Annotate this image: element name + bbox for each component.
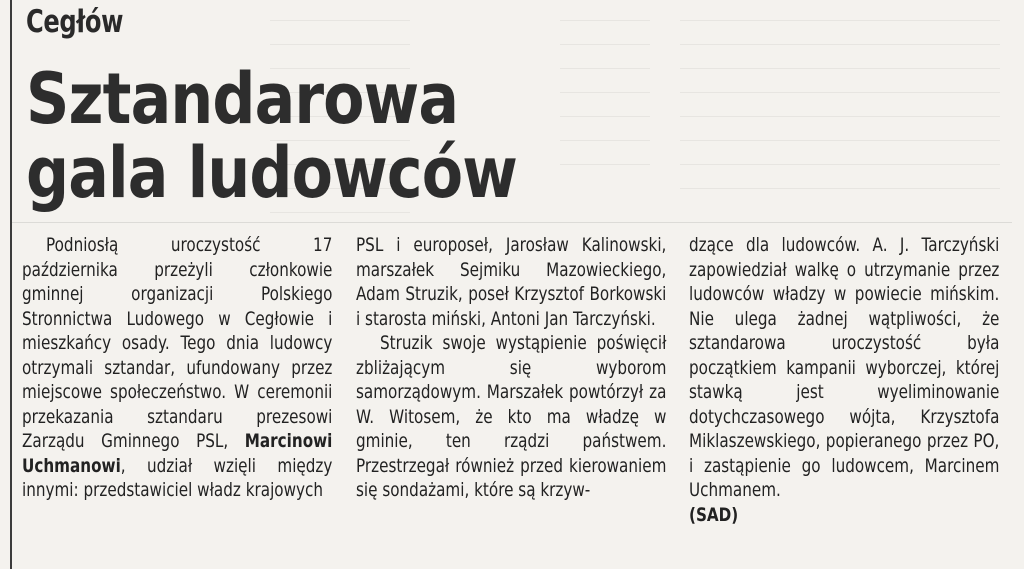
column-rule (10, 0, 12, 569)
headline-line-1: Sztandarowa (26, 58, 459, 140)
article-headline (26, 58, 517, 214)
ghost-line (680, 68, 1000, 69)
ghost-line (680, 164, 1000, 165)
paragraph: Struzik swoje wystąpienie poświęcił zbliżającym się wyborom samorządowym. Marszałek powtórzył za W. Witosem, że kto ma władzę w gminie, ten rządzi państwem. Przestrzegał również przed kierowaniem się sondażami, które są krzyw- (356, 332, 667, 501)
paragraph-text: Podniosłą uroczystość 17 października przeżyli członkowie gminnej organizacji Polskiego Stronnictwa Ludowego w Cegłowie i mieszkańcy osady. Tego dnia ludowcy otrzymali sztandar, ufundowany przez miejscowe społeczeństwo. W ceremonii przekazania sztandaru prezesowi Zarządu Gminnego PSL, (22, 234, 333, 452)
article-column-2 (356, 233, 744, 503)
ghost-line (560, 164, 650, 165)
author-signature: (SAD) (689, 503, 739, 526)
ghost-line (560, 140, 650, 141)
bold-name: Marcinowi Uchmanowi (22, 430, 333, 477)
paragraph: dzące dla ludowców. A. J. Tarczyński zapowiedział walkę o utrzymanie przez ludowców władzy w powiecie mińskim. Nie ulega żadnej wątpliwości, że sztandarowa uroczystość była początkiem kampanii wyborczej, której stawką jest wyeliminowanie dotychczasowego wójta, Krzysztofa Miklaszewskiego, popieranego przez PO, i zastąpienie go ludowcem, Marcinem Uchmanem. (689, 234, 1000, 501)
ghost-line (560, 92, 650, 93)
ghost-line (270, 44, 410, 45)
article-column-1 (22, 233, 410, 503)
paragraph (22, 233, 332, 503)
ghost-line (560, 44, 650, 45)
article-location: Cegłów (26, 4, 124, 40)
section-divider (12, 222, 1012, 223)
ghost-line (680, 116, 1000, 117)
ghost-line (560, 68, 650, 69)
ghost-line (680, 140, 1000, 141)
ghost-line (680, 188, 1000, 189)
article-column-3 (689, 233, 1024, 527)
ghost-line (560, 116, 650, 117)
ghost-line (270, 20, 410, 21)
ghost-line (560, 20, 650, 21)
ghost-line (680, 20, 1000, 21)
ghost-line (680, 44, 1000, 45)
paragraph-text: , udział wzięli między innymi: przedstawiciel władz krajowych (22, 454, 333, 501)
headline-line-2: gala ludowców (26, 132, 517, 214)
ghost-line (680, 92, 1000, 93)
paragraph: PSL i europoseł, Jarosław Kalinowski, marszałek Sejmiku Mazowieckiego, Adam Struzik, poseł Krzysztof Borkowski i starosta miński, Antoni Jan Tarczyński. (356, 234, 667, 330)
